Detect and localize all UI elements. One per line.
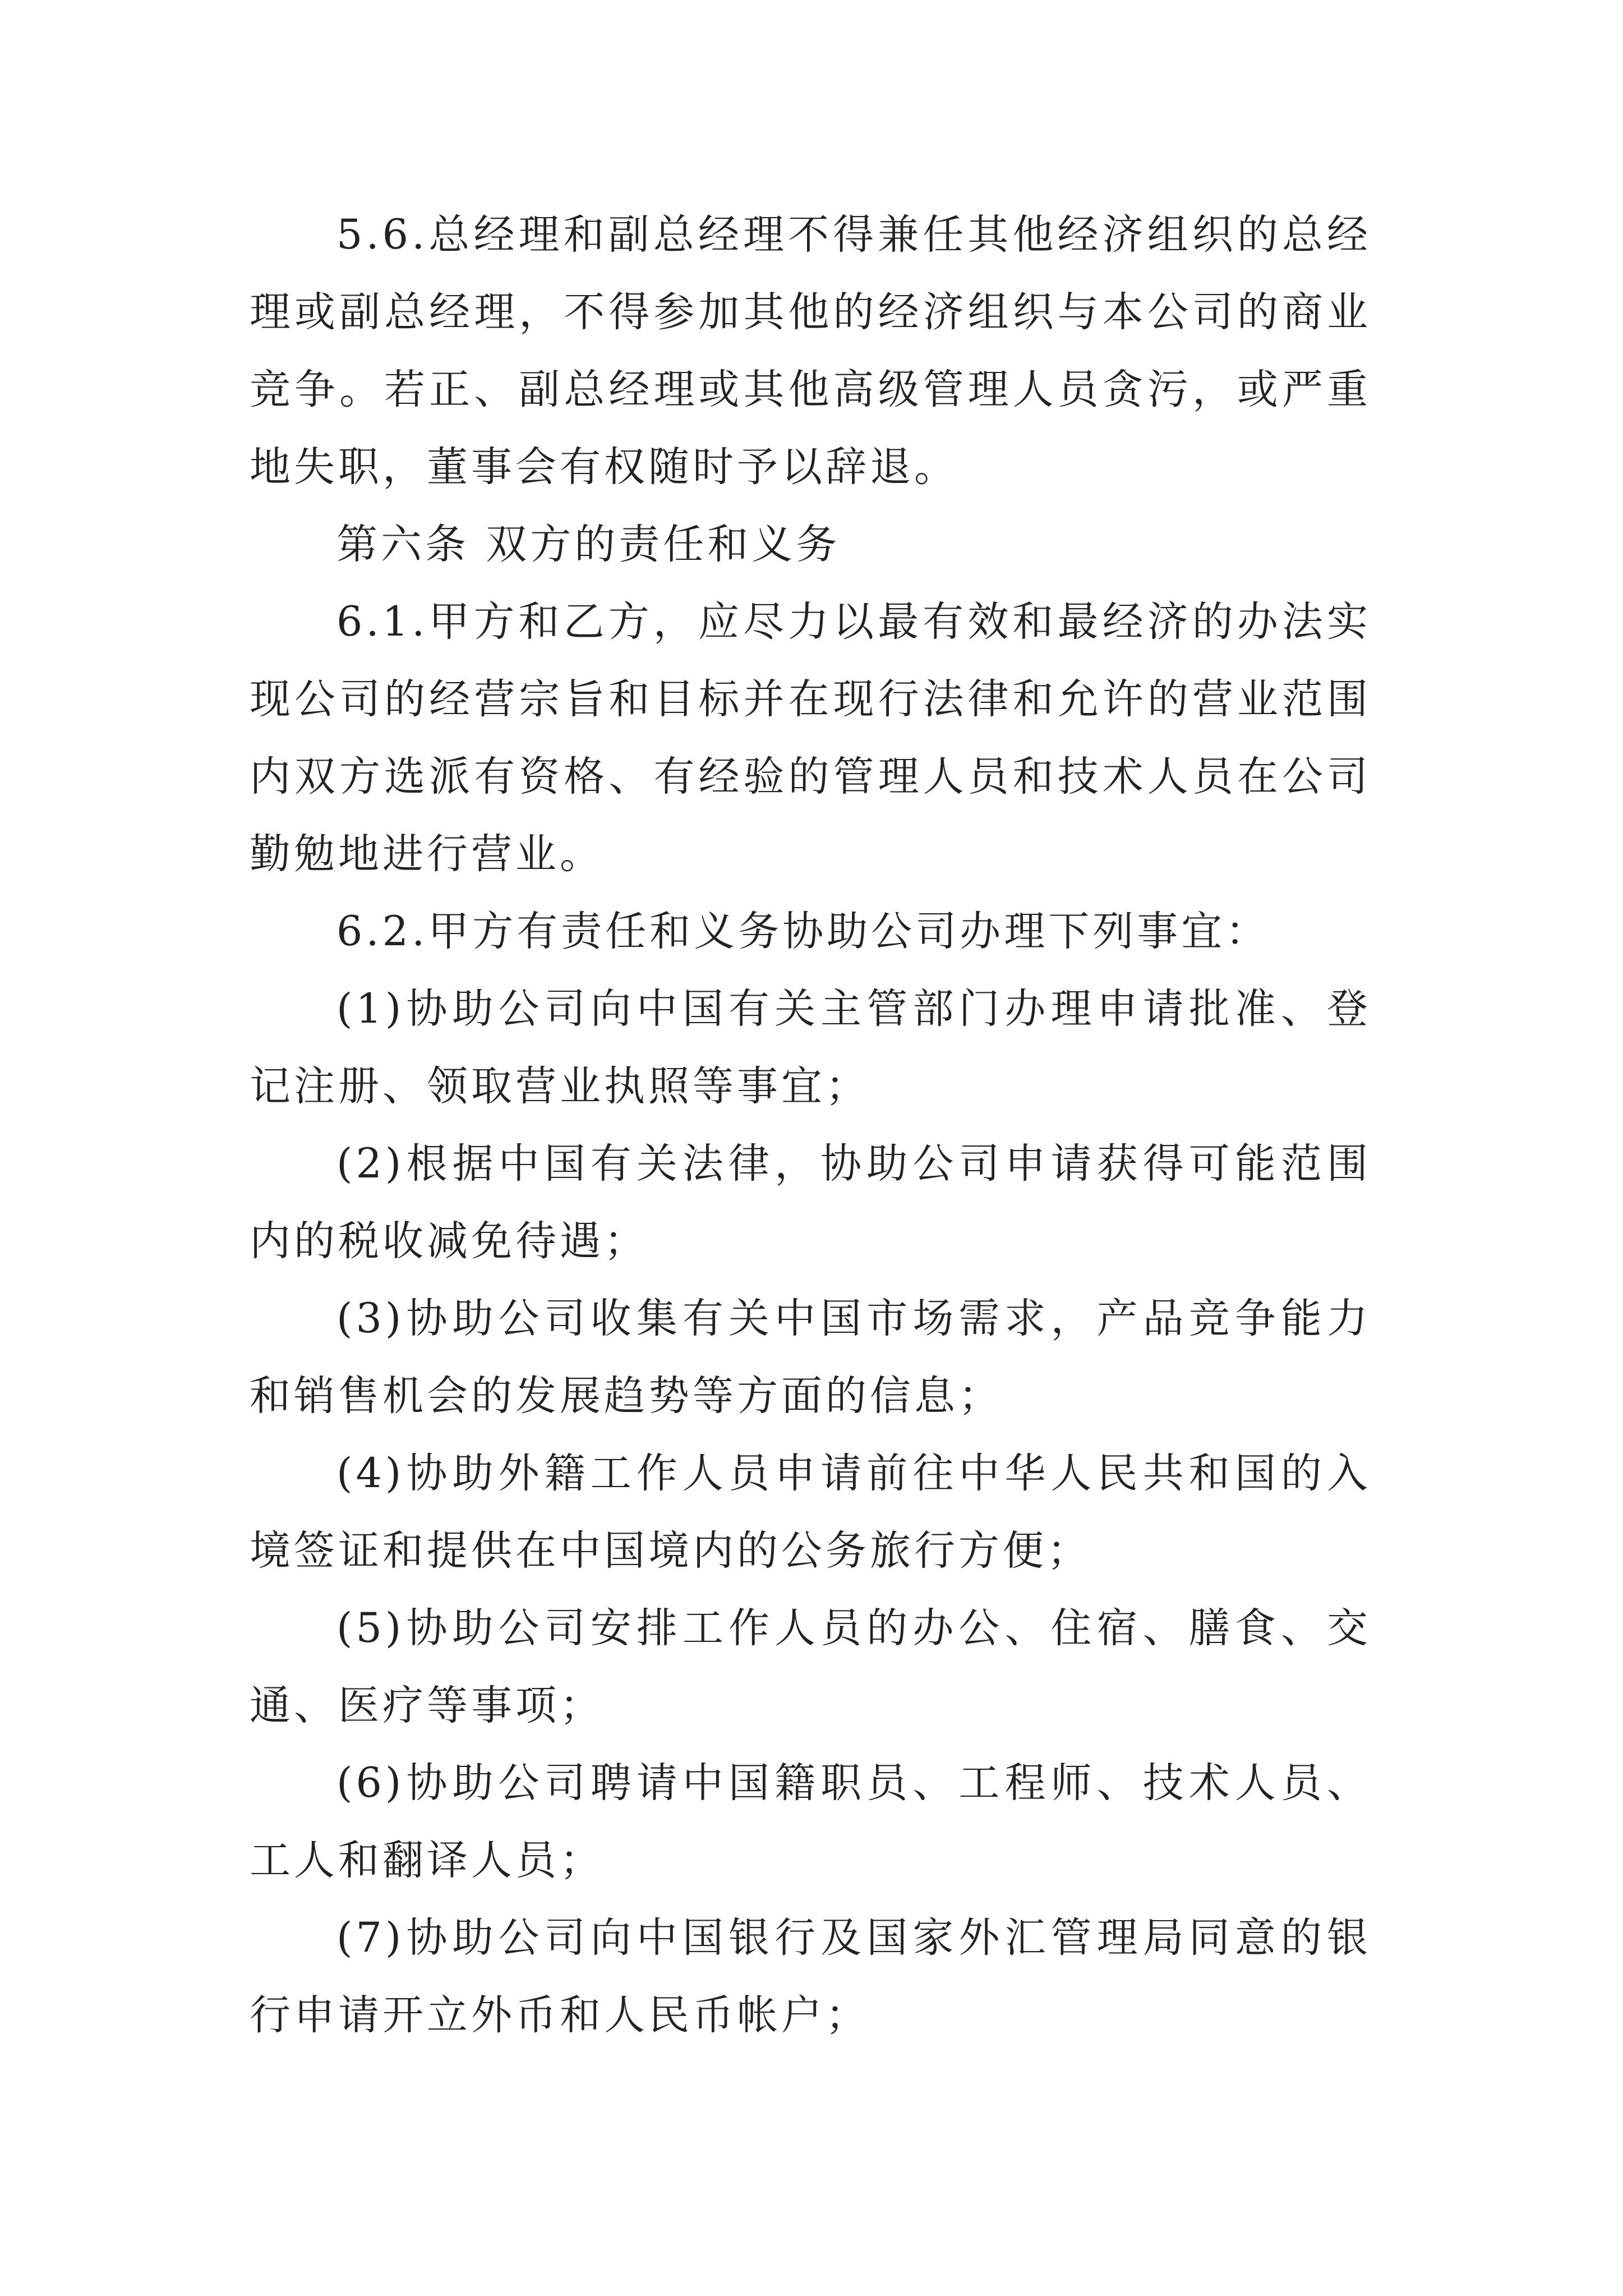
list-item-3: (3)协助公司收集有关中国市场需求，产品竞争能力和销售机会的发展趋势等方面的信息； [250,1295,1371,1420]
document-body [250,196,1371,2054]
list-item-6: (6)协助公司聘请中国籍职员、工程师、技术人员、工人和翻译人员； [250,1759,1371,1884]
paragraph-6-2: 6.2.甲方有责任和义务协助公司办理下列事宜： [336,908,1270,955]
list-item-2: (2)根据中国有关法律，协助公司申请获得可能范围内的税收减免待遇； [250,1140,1371,1265]
list-item-7: (7)协助公司向中国银行及国家外汇管理局同意的银行申请开立外币和人民币帐户； [250,1914,1371,2039]
list-item-1: (1)协助公司向中国有关主管部门办理申请批准、登记注册、领取营业执照等事宜； [250,985,1371,1110]
paragraph-5-6: 5.6.总经理和副总经理不得兼任其他经济组织的总经理或副总经理，不得参加其他的经济组织与本公司的商业竞争。若正、副总经理或其他高级管理人员贪污，或严重地失职，董事会有权随时予以辞退。 [250,211,1371,491]
list-item-4: (4)协助外籍工作人员申请前往中华人民共和国的入境签证和提供在中国境内的公务旅行方便； [250,1450,1371,1575]
article-6-heading: 第六条 双方的责任和义务 [336,521,841,568]
paragraph-6-1: 6.1.甲方和乙方，应尽力以最有效和最经济的办法实现公司的经营宗旨和目标并在现行法律和允许的营业范围内双方选派有资格、有经验的管理人员和技术人员在公司勤勉地进行营业。 [250,598,1371,878]
list-item-5: (5)协助公司安排工作人员的办公、住宿、膳食、交通、医疗等事项； [250,1604,1371,1729]
